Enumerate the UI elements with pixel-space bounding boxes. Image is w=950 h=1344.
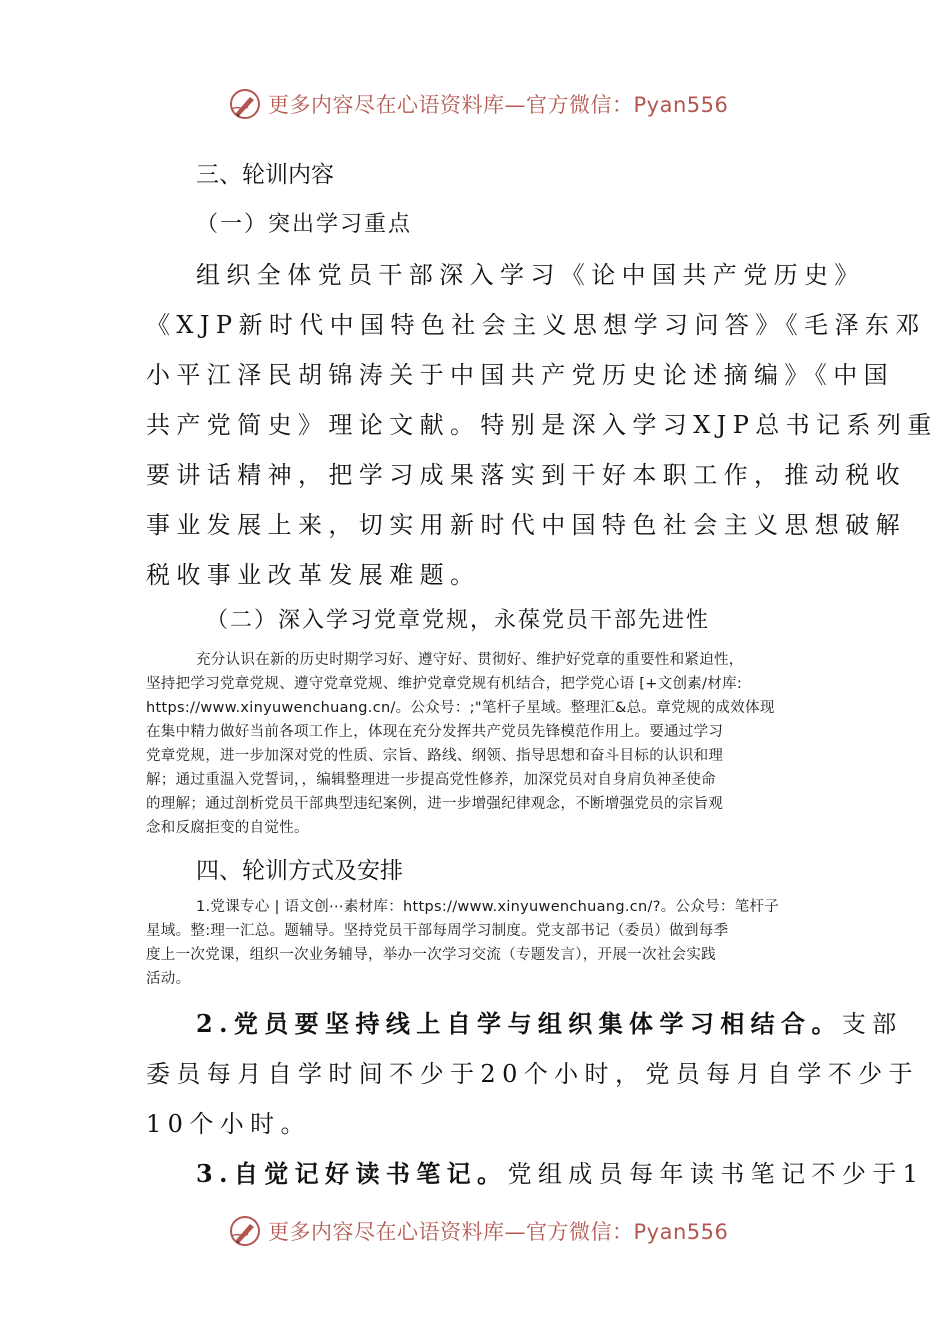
item-1-line: 活动。 (146, 971, 191, 987)
paragraph-1-line: 《XJP新时代中国特色社会主义思想学习问答》《毛泽东邓 (146, 311, 926, 339)
item-1-line: 度上一次党课，组织一次业务辅导，举办一次学习交流（专题发言），开展一次社会实践 (146, 947, 716, 963)
paragraph-1-line: 税收事业改革发展难题。 (146, 561, 481, 589)
subsection-2-heading: （二）深入学习党章党规，永葆党员干部先进性 (206, 608, 711, 633)
item-2-line: 10个小时。 (146, 1110, 311, 1138)
banner-text: 更多内容尽在心语资料库—官方微信：Pyan556 (268, 1220, 729, 1244)
subsection-1-heading: （一）突出学习重点 (196, 212, 413, 237)
paragraph-2-line: 在集中精力做好当前各项工作上，体现在充分发挥共产党员先锋模范作用上。要通过学习 (146, 724, 724, 740)
paragraph-1-line: 要讲话精神，把学习成果落实到干好本职工作，推动税收 (146, 461, 906, 489)
paragraph-1-line: 事业发展上来，切实用新时代中国特色社会主义思想破解 (146, 511, 906, 539)
item-2-bold-lead: 2.党员要坚持线上自学与组织集体学习相结合。 (196, 1009, 842, 1038)
item-2-first-line (196, 1004, 903, 1039)
paragraph-2-line: https://www.xinyuwenchuang.cn/。公众号：;"笔杆子星域。整理汇&总。章党规的成效体现 (146, 700, 775, 716)
header-banner (228, 84, 748, 124)
paragraph-2-line: 解；通过重温入党誓词，，编辑整理进一步提高党性修养，加深党员对自身肩负神圣使命 (146, 772, 716, 788)
banner-text: 更多内容尽在心语资料库—官方微信：Pyan556 (268, 93, 729, 117)
paragraph-2-line: 的理解；通过剖析党员干部典型违纪案例，进一步增强纪律观念，不断增强党员的宗旨观 (146, 796, 724, 812)
item-3-first-line (196, 1154, 924, 1189)
item-3-bold-lead: 3.自觉记好读书笔记。 (196, 1159, 508, 1188)
item-1-line: 1.党课专心 | 语文创⋯素材库：https://www.xinyuwenchuang.cn/?。公众号：笔杆子 (196, 899, 780, 915)
paragraph-2-line: 念和反腐拒变的自觉性。 (146, 820, 309, 836)
item-3-rest: 党组成员每年读书笔记不少于1 (507, 1160, 925, 1188)
pen-logo-icon (228, 87, 262, 121)
paragraph-2-line: 党章党规，进一步加深对党的性质、宗旨、路线、纲领、指导思想和奋斗目标的认识和理 (146, 748, 724, 764)
paragraph-1-line: 共产党简史》理论文献。特别是深入学习XJP总书记系列重 (146, 411, 938, 439)
pen-logo-icon (228, 1214, 262, 1248)
item-2-rest: 支部 (841, 1010, 903, 1038)
paragraph-1-line: 组织全体党员干部深入学习《论中国共产党历史》 (196, 261, 865, 289)
section-4-heading: 四、轮训方式及安排 (196, 858, 403, 884)
paragraph-1-line: 小平江泽民胡锦涛关于中国共产党历史论述摘编》《中国 (146, 361, 894, 389)
item-2-line: 委员每月自学时间不少于20个小时，党员每月自学不少于 (146, 1060, 919, 1088)
section-3-heading: 三、轮训内容 (196, 162, 334, 188)
footer-banner (228, 1211, 748, 1251)
paragraph-2-line: 坚持把学习党章党规、遵守党章党规、维护党章党规有机结合，把学党心语 [+文创素/材库: (146, 676, 743, 692)
item-1-line: 星域。整:理一汇总。题辅导。坚持党员干部每周学习制度。党支部书记（委员）做到每季 (146, 923, 729, 939)
paragraph-2-line: 充分认识在新的历史时期学习好、遵守好、贯彻好、维护好党章的重要性和紧迫性， (196, 652, 744, 668)
